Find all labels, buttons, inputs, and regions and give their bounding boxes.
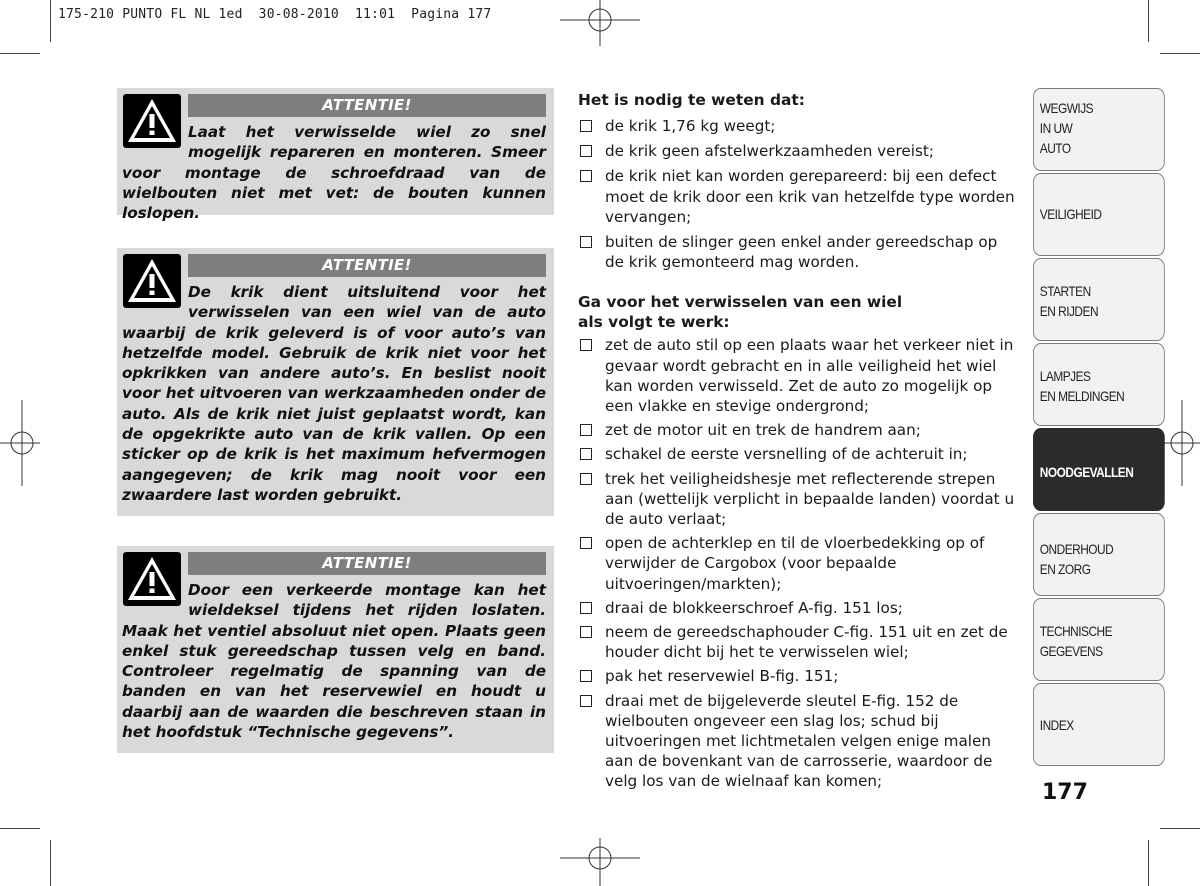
checkbox-bullet-icon [580,537,592,549]
section-heading: Ga voor het verwisselen van een wiel als volgt te werk: [578,293,903,332]
warning-text: De krik dient uitsluitend voor het verwisselen van een wiel van de auto waarbij de krik geleverd is of voor auto’s van hetzelfde model. Gebruik de krik niet voor het opkrikken van andere auto’s. En beslist nooit voor het uitvoeren van werkzaamheden onder de auto. Als de krik niet juist geplaatst wordt, kan de opgekrikte auto van de krik vallen. Op een sticker op de krik is het maximum hefvermogen aangegeven; de krik mag nooit voor een zwaardere last worden gebruikt. [122,283,546,504]
list-item: neem de gereedschaphouder C-fig. 151 uit en zet de houder dicht bij het te verwisselen wiel; [578,622,1020,662]
warning-text: Door een verkeerde montage kan het wieldeksel tijdens het rijden loslaten. Maak het ventiel absoluut niet open. Plaats geen enkel stuk gereedschap tussen velg en band. Controleer regelmatig de spanning van de banden en van het reservewiel en houdt u daarbij aan de waarden die beschreven staan in het hoofdstuk “Technische gegevens”. [122,581,546,742]
crop-mark [1148,840,1149,886]
crop-mark [0,828,40,829]
tab-starten[interactable]: STARTEN EN RIJDEN [1033,258,1165,341]
warning-title: ATTENTIE! [188,254,546,277]
print-header: 175-210 PUNTO FL NL 1ed 30-08-2010 11:01 Pagina 177 [58,7,492,22]
warning-text: Laat het verwisselde wiel zo snel mogelijk repareren en monteren. Smeer voor montage de schroefdraad van de wielbouten niet met vet: de bouten kunnen loslopen. [122,123,546,223]
section-heading: Het is nodig te weten dat: [578,91,805,109]
list-item: trek het veiligheidshesje met reflecterende strepen aan (wettelijk verplicht in bepaalde landen) voordat u de auto verlaat; [578,469,1020,530]
crop-mark [1160,828,1200,829]
tab-wegwijs[interactable]: WEGWIJS IN UW AUTO [1033,88,1165,171]
checkbox-bullet-icon [580,626,592,638]
tab-veiligheid[interactable]: VEILIGHEID [1033,173,1165,256]
checkbox-bullet-icon [580,339,592,351]
crop-mark [50,0,51,42]
warning-title: ATTENTIE! [188,94,546,117]
list-item: buiten de slinger geen enkel ander gereedschap op de krik gemonteerd mag worden. [578,232,1020,272]
checkbox-bullet-icon [580,473,592,485]
checkbox-bullet-icon [580,695,592,707]
list-item: draai de blokkeerschroef A-fig. 151 los; [578,598,1020,618]
list-item: zet de motor uit en trek de handrem aan; [578,420,1020,440]
registration-mark-icon [1160,400,1200,490]
crop-mark [50,840,51,886]
checkbox-bullet-icon [580,670,592,682]
list-item: de krik 1,76 kg weegt; [578,116,1020,136]
list-item: schakel de eerste versnelling of de achteruit in; [578,444,1020,464]
list-item: draai met de bijgeleverde sleutel E-fig. 152 de wielbouten ongeveer een slag los; schud bij uitvoeringen met lichtmetalen velgen enige malen aan de bovenkant van de carrosserie, waardoor de velg los van de wielnaaf kan komen; [578,691,1020,792]
crop-mark [1160,53,1200,54]
registration-mark-icon [560,0,640,50]
crop-mark [1148,0,1149,42]
checkbox-bullet-icon [580,145,592,157]
list-item: de krik geen afstelwerkzaamheden vereist; [578,141,1020,161]
tab-noodgevallen[interactable]: NOODGEVALLEN [1033,428,1165,511]
crop-mark [0,53,40,54]
tab-technische-gegevens[interactable]: TECHNISCHE GEGEVENS [1033,598,1165,681]
tab-lampjes[interactable]: LAMPJES EN MELDINGEN [1033,343,1165,426]
checkbox-bullet-icon [580,448,592,460]
checkbox-bullet-icon [580,120,592,132]
checkbox-bullet-icon [580,602,592,614]
list-item: open de achterklep en til de vloerbedekking op of verwijder de Cargobox (voor bepaalde uitvoeringen/markten); [578,533,1020,594]
registration-mark-icon [560,836,640,886]
warning-box [117,248,554,516]
list-item: de krik niet kan worden gerepareerd: bij een defect moet de krik door een krik van hetzelfde type worden vervangen; [578,166,1020,227]
bullet-list [578,116,1020,272]
warning-box [117,546,554,753]
checkbox-bullet-icon [580,424,592,436]
instructions-column [578,90,1020,792]
checkbox-bullet-icon [580,236,592,248]
tab-onderhoud[interactable]: ONDERHOUD EN ZORG [1033,513,1165,596]
checkbox-bullet-icon [580,170,592,182]
list-item: zet de auto stil op een plaats waar het verkeer niet in gevaar wordt gebracht en in alle veiligheid het wiel kan worden verwisseld. Zet de auto zo mogelijk op een vlakke en stevige ondergrond; [578,335,1020,416]
bullet-list [578,335,1020,791]
registration-mark-icon [0,400,40,490]
page-number: 177 [1042,780,1088,805]
tab-index[interactable]: INDEX [1033,683,1165,766]
warning-box [117,88,554,223]
warning-title: ATTENTIE! [188,552,546,575]
list-item: pak het reservewiel B-fig. 151; [578,666,1020,686]
